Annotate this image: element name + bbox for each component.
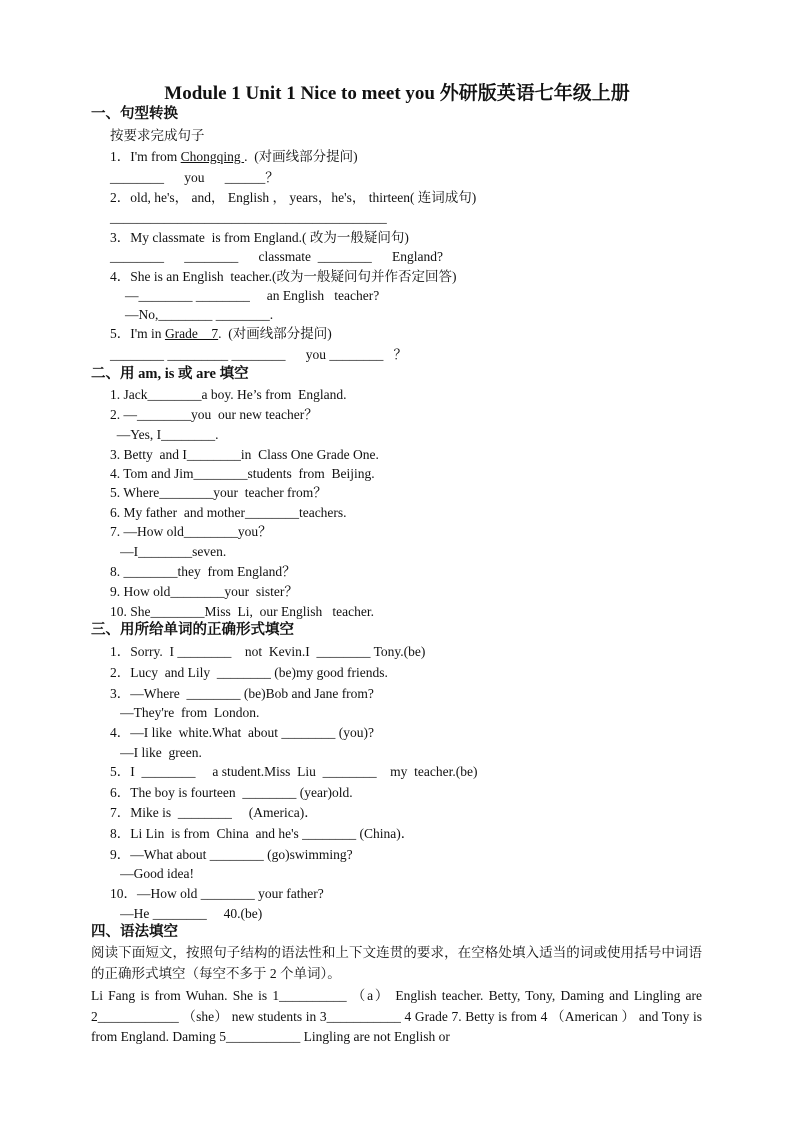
section-2-heading: 二、用 am, is 或 are 填空 (91, 366, 249, 382)
answer-line-3: ________ ________ classmate ________ England? (110, 249, 443, 264)
section-4-heading: 四、语法填空 (91, 924, 178, 940)
list-item: 7. —How old________you？ (110, 524, 272, 539)
list-item: 9. How old________your sister？ (110, 584, 298, 599)
question-5: 5．I'm in Grade 7. (对画线部分提问) (110, 326, 332, 341)
section-1-heading: 一、句型转换 (91, 106, 178, 122)
list-item: 10．—How old ________ your father? (110, 886, 324, 901)
list-item: 3．—Where ________ (be)Bob and Jane from? (110, 686, 374, 701)
answer-line-2: _________________________________________ (110, 210, 387, 225)
list-item: —Yes, I________. (110, 427, 219, 442)
list-item: 5. Where________your teacher from？ (110, 485, 327, 500)
section-1-instruction: 按要求完成句子 (110, 128, 205, 143)
section-4-instruction: 阅读下面短文，按照句子结构的语法性和上下文连贯的要求，在空格处填入适当的词或使用括号中词语的正确形式填空（每空不多于 2 个单词）。 (91, 945, 702, 981)
list-item: 1. Jack________a boy. He’s from England. (110, 387, 347, 402)
list-item: 7．Mike is ________ (America)． (110, 805, 318, 820)
list-item: —He ________ 40.(be) (110, 906, 263, 921)
page-title: Module 1 Unit 1 Nice to meet you 外研版英语七年级上册 (164, 83, 630, 104)
answer-line-4a: —________ ________ an English teacher? (125, 288, 380, 303)
passage-text: Li Fang is from Wuhan. She is 1__________ （a） English teacher. Betty, Tony, Daming and Lingling are 2____________ （she） new students in 3___________ 4 Grade 7. Betty is from 4 （American ） and Tony is from England. Daming 5___________ Lingling are not English or (91, 988, 702, 1044)
list-item: 1．Sorry. I ________ not Kevin.I ________ Tony.(be) (110, 644, 426, 659)
question-3: 3．My classmate is from England.( 改为一般疑问句) (110, 230, 409, 245)
list-item: —I like green. (110, 745, 202, 760)
list-item: —I________seven. (110, 544, 227, 559)
list-item: —Good idea! (110, 866, 194, 881)
answer-line-4b: —No,________ ________. (125, 307, 274, 322)
list-item: 4. Tom and Jim________students from Beijing. (110, 466, 375, 481)
question-2: 2．old, he's， and， English ， years，he's， thirteen( 连词成句) (110, 190, 477, 205)
list-item: 6．The boy is fourteen ________ (year)old. (110, 785, 353, 800)
list-item: 2．Lucy and Lily ________ (be)my good friends. (110, 665, 388, 680)
list-item: 10. She________Miss Li, our English teacher. (110, 604, 374, 619)
section-3-heading: 三、用所给单词的正确形式填空 (91, 622, 294, 638)
list-item: 6. My father and mother________teachers. (110, 505, 347, 520)
question-4: 4．She is an English teacher.(改为一般疑问句并作否定回答) (110, 269, 457, 284)
list-item: 8. ________they from England？ (110, 564, 296, 579)
answer-line-5: ________ _________ ________ you ________ ？ (110, 347, 407, 362)
list-item: 8．Li Lin is from China and he's ________ (China)． (110, 826, 415, 841)
list-item: —They're from London. (110, 705, 260, 720)
answer-line-1: ________ you ______？ (110, 170, 279, 185)
list-item: 3. Betty and I________in Class One Grade One. (110, 447, 379, 462)
list-item: 5．I ________ a student.Miss Liu ________ my teacher.(be) (110, 764, 478, 779)
list-item: 9．—What about ________ (go)swimming? (110, 847, 353, 862)
question-1: 1．I'm from Chongqing . (对画线部分提问) (110, 149, 358, 164)
list-item: 4．—I like white.What about ________ (you)? (110, 725, 374, 740)
list-item: 2. —________you our new teacher？ (110, 407, 318, 422)
